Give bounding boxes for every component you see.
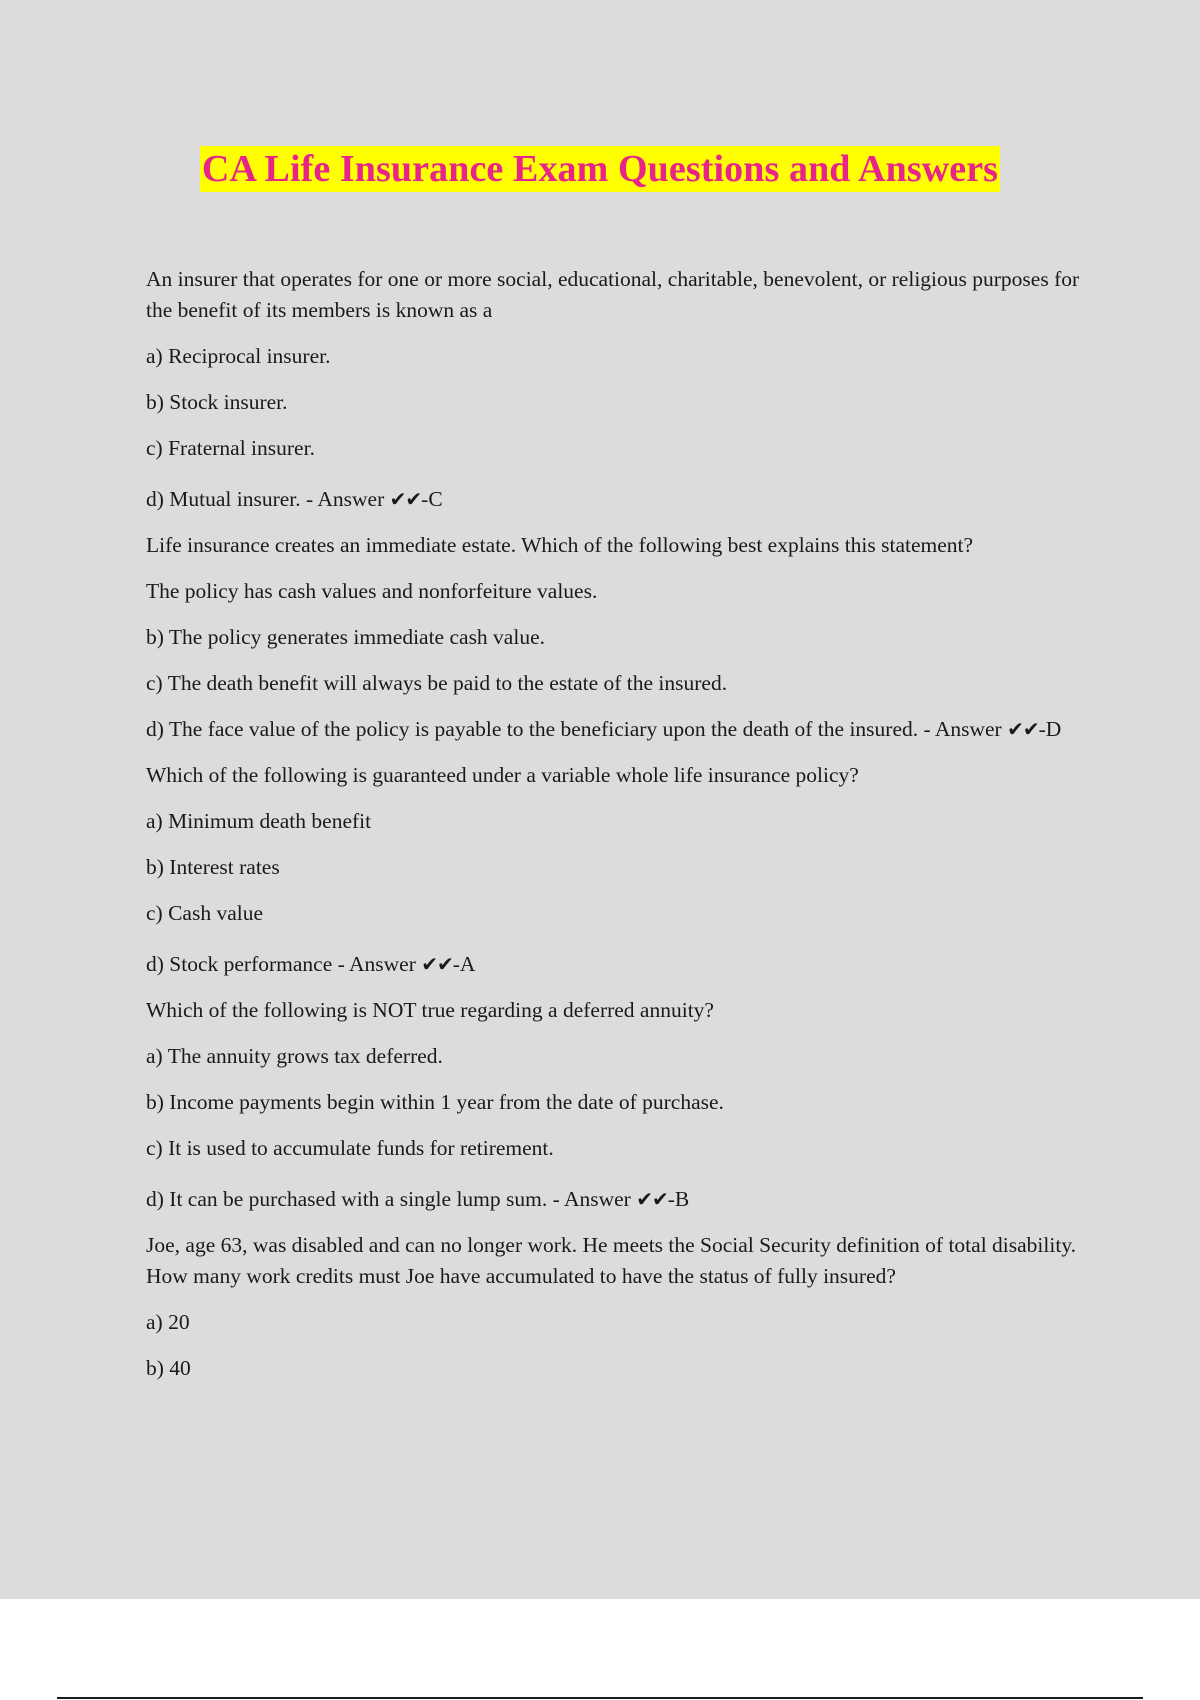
question-5-text: Joe, age 63, was disabled and can no longer work. He meets the Social Security definition of total disability. How many work credits must Joe have accumulated to have the status of fully insured?	[146, 1233, 1077, 1288]
question-5-option-a: a) 20	[146, 1310, 190, 1334]
question-2-option-d-answer: d) The face value of the policy is payable to the beneficiary upon the death of the insured. - Answer ✔✔-D	[146, 717, 1062, 741]
question-1-option-d-answer: d) Mutual insurer. - Answer ✔✔-C	[146, 487, 443, 511]
double-check-icon: ✔✔	[389, 487, 422, 511]
question-3-option-c: c) Cash value	[146, 901, 264, 925]
question-3-option-b: b) Interest rates	[146, 855, 280, 879]
question-3-option-a: a) Minimum death benefit	[146, 809, 372, 833]
question-4-option-a: a) The annuity grows tax deferred.	[146, 1044, 443, 1068]
question-2-option-c: c) The death benefit will always be paid to the estate of the insured.	[146, 671, 728, 695]
question-2-option-b: b) The policy generates immediate cash value.	[146, 625, 545, 649]
question-3-option-d-answer: d) Stock performance - Answer ✔✔-A	[146, 952, 476, 976]
double-check-icon: ✔✔	[636, 1187, 668, 1211]
question-4-text: Which of the following is NOT true regarding a deferred annuity?	[146, 998, 714, 1022]
page-title: CA Life Insurance Exam Questions and Answers	[201, 148, 999, 190]
title-container	[0, 146, 1200, 192]
question-1-option-a: a) Reciprocal insurer.	[146, 344, 331, 368]
question-2-option-a: The policy has cash values and nonforfeiture values.	[146, 579, 598, 603]
question-4-option-b: b) Income payments begin within 1 year from the date of purchase.	[146, 1090, 724, 1114]
question-4-option-c: c) It is used to accumulate funds for retirement.	[146, 1136, 554, 1160]
question-2-text: Life insurance creates an immediate estate. Which of the following best explains this statement?	[146, 533, 974, 557]
question-4-option-d-answer: d) It can be purchased with a single lump sum. - Answer ✔✔-B	[146, 1187, 690, 1211]
question-5-option-b: b) 40	[146, 1356, 191, 1380]
question-1-option-b: b) Stock insurer.	[146, 390, 288, 414]
double-check-icon: ✔✔	[1007, 717, 1039, 741]
footer-divider	[57, 1697, 1143, 1699]
question-3-text: Which of the following is guaranteed under a variable whole life insurance policy?	[146, 763, 859, 787]
double-check-icon: ✔✔	[421, 952, 453, 976]
question-1-option-c: c) Fraternal insurer.	[146, 436, 315, 460]
qa-content	[146, 264, 1086, 1399]
question-1-text: An insurer that operates for one or more social, educational, charitable, benevolent, or religious purposes for the benefit of its members is known as a	[146, 267, 1080, 322]
